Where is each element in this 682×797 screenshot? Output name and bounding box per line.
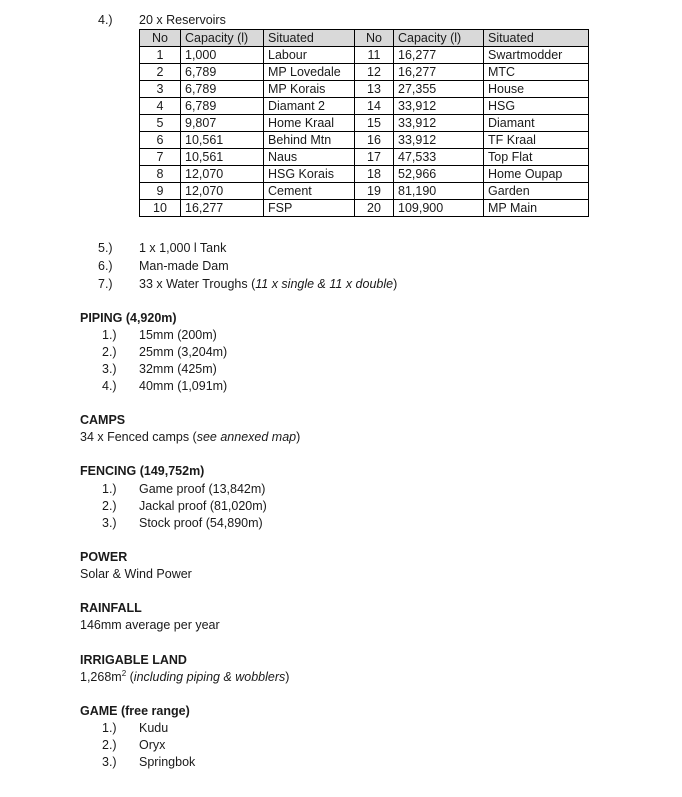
cell-capacity: 33,912 — [394, 132, 484, 149]
cell-capacity: 10,561 — [181, 149, 264, 166]
cell-capacity: 47,533 — [394, 149, 484, 166]
cell-no: 5 — [140, 115, 181, 132]
tank-item: 1 x 1,000 l Tank — [139, 241, 227, 255]
camps-heading: CAMPS — [80, 413, 126, 427]
cell-no: 7 — [140, 149, 181, 166]
list-number: 4.) — [98, 13, 113, 27]
cell-capacity: 12,070 — [181, 166, 264, 183]
cell-capacity: 9,807 — [181, 115, 264, 132]
reservoirs-title: 20 x Reservoirs — [139, 13, 226, 27]
cell-no: 19 — [355, 183, 394, 200]
cell-situated: Swartmodder — [484, 47, 589, 64]
cell-situated: MP Main — [484, 200, 589, 217]
cell-no: 18 — [355, 166, 394, 183]
cell-capacity: 10,561 — [181, 132, 264, 149]
piping-item: 15mm (200m) — [139, 328, 217, 342]
reservoirs-table — [139, 29, 589, 217]
irrigable-text: $1,268m^2$ (including piping & wobblers) — [80, 668, 290, 684]
list-number: 3.) — [102, 516, 117, 530]
list-number: 1.) — [102, 721, 117, 735]
irrigable-heading: IRRIGABLE LAND — [80, 653, 187, 667]
cell-situated: Garden — [484, 183, 589, 200]
table-row — [140, 149, 589, 166]
list-number: 5.) — [98, 241, 113, 255]
cell-no: 9 — [140, 183, 181, 200]
column-header-capacity: Capacity (l) — [181, 30, 264, 47]
cell-no: 12 — [355, 64, 394, 81]
cell-capacity: 16,277 — [394, 47, 484, 64]
fencing-item: Game proof (13,842m) — [139, 482, 266, 496]
game-item: Springbok — [139, 755, 196, 769]
game-item: Oryx — [139, 738, 166, 752]
cell-situated: Naus — [264, 149, 355, 166]
cell-situated: Home Kraal — [264, 115, 355, 132]
cell-no: 11 — [355, 47, 394, 64]
rainfall-text: 146mm average per year — [80, 618, 220, 632]
column-header-no: No — [140, 30, 181, 47]
list-number: 4.) — [102, 379, 117, 393]
power-heading: POWER — [80, 550, 128, 564]
cell-situated: MTC — [484, 64, 589, 81]
cell-capacity: 16,277 — [394, 64, 484, 81]
cell-situated: Top Flat — [484, 149, 589, 166]
cell-situated: TF Kraal — [484, 132, 589, 149]
piping-heading: PIPING (4,920m) — [80, 311, 177, 325]
cell-situated: FSP — [264, 200, 355, 217]
cell-capacity: 6,789 — [181, 98, 264, 115]
table-row — [140, 81, 589, 98]
cell-capacity: 27,355 — [394, 81, 484, 98]
list-number: 2.) — [102, 499, 117, 513]
cell-no: 8 — [140, 166, 181, 183]
cell-no: 6 — [140, 132, 181, 149]
cell-situated: Labour — [264, 47, 355, 64]
piping-item: 32mm (425m) — [139, 362, 217, 376]
list-number: 7.) — [98, 277, 113, 291]
list-number: 3.) — [102, 755, 117, 769]
cell-capacity: 109,900 — [394, 200, 484, 217]
dam-item: Man-made Dam — [139, 259, 229, 273]
rainfall-heading: RAINFALL — [80, 601, 142, 615]
list-number: 1.) — [102, 328, 117, 342]
cell-no: 4 — [140, 98, 181, 115]
camps-text: 34 x Fenced camps (see annexed map) — [80, 430, 301, 444]
cell-situated: MP Lovedale — [264, 64, 355, 81]
table-row — [140, 132, 589, 149]
cell-capacity: 1,000 — [181, 47, 264, 64]
table-row — [140, 115, 589, 132]
table-row — [140, 64, 589, 81]
table-row — [140, 200, 589, 217]
cell-situated: Home Oupap — [484, 166, 589, 183]
table-row — [140, 183, 589, 200]
power-text: Solar & Wind Power — [80, 567, 192, 581]
list-number: 3.) — [102, 362, 117, 376]
cell-situated: HSG Korais — [264, 166, 355, 183]
cell-capacity: 52,966 — [394, 166, 484, 183]
column-header-situated: Situated — [264, 30, 355, 47]
piping-item: 40mm (1,091m) — [139, 379, 228, 393]
fencing-heading: FENCING (149,752m) — [80, 464, 205, 478]
cell-capacity: 6,789 — [181, 81, 264, 98]
troughs-item: 33 x Water Troughs (11 x single & 11 x double) — [139, 277, 398, 291]
cell-situated: HSG — [484, 98, 589, 115]
cell-no: 15 — [355, 115, 394, 132]
cell-no: 13 — [355, 81, 394, 98]
list-number: 2.) — [102, 738, 117, 752]
cell-no: 14 — [355, 98, 394, 115]
cell-capacity: 12,070 — [181, 183, 264, 200]
cell-no: 2 — [140, 64, 181, 81]
piping-item: 25mm (3,204m) — [139, 345, 228, 359]
cell-situated: Diamant 2 — [264, 98, 355, 115]
cell-no: 17 — [355, 149, 394, 166]
column-header-no: No — [355, 30, 394, 47]
cell-no: 1 — [140, 47, 181, 64]
column-header-capacity: Capacity (l) — [394, 30, 484, 47]
table-row — [140, 166, 589, 183]
column-header-situated: Situated — [484, 30, 589, 47]
cell-situated: MP Korais — [264, 81, 355, 98]
table-header-row — [140, 30, 589, 47]
fencing-item: Stock proof (54,890m) — [139, 516, 263, 530]
cell-capacity: 16,277 — [181, 200, 264, 217]
cell-situated: Behind Mtn — [264, 132, 355, 149]
game-heading: GAME (free range) — [80, 704, 190, 718]
cell-situated: Cement — [264, 183, 355, 200]
cell-capacity: 81,190 — [394, 183, 484, 200]
cell-no: 10 — [140, 200, 181, 217]
cell-no: 20 — [355, 200, 394, 217]
cell-capacity: 33,912 — [394, 98, 484, 115]
table-row — [140, 98, 589, 115]
cell-no: 3 — [140, 81, 181, 98]
list-number: 2.) — [102, 345, 117, 359]
cell-situated: Diamant — [484, 115, 589, 132]
fencing-item: Jackal proof (81,020m) — [139, 499, 267, 513]
table-row — [140, 47, 589, 64]
cell-no: 16 — [355, 132, 394, 149]
game-item: Kudu — [139, 721, 169, 735]
cell-capacity: 6,789 — [181, 64, 264, 81]
list-number: 6.) — [98, 259, 113, 273]
cell-capacity: 33,912 — [394, 115, 484, 132]
cell-situated: House — [484, 81, 589, 98]
list-number: 1.) — [102, 482, 117, 496]
